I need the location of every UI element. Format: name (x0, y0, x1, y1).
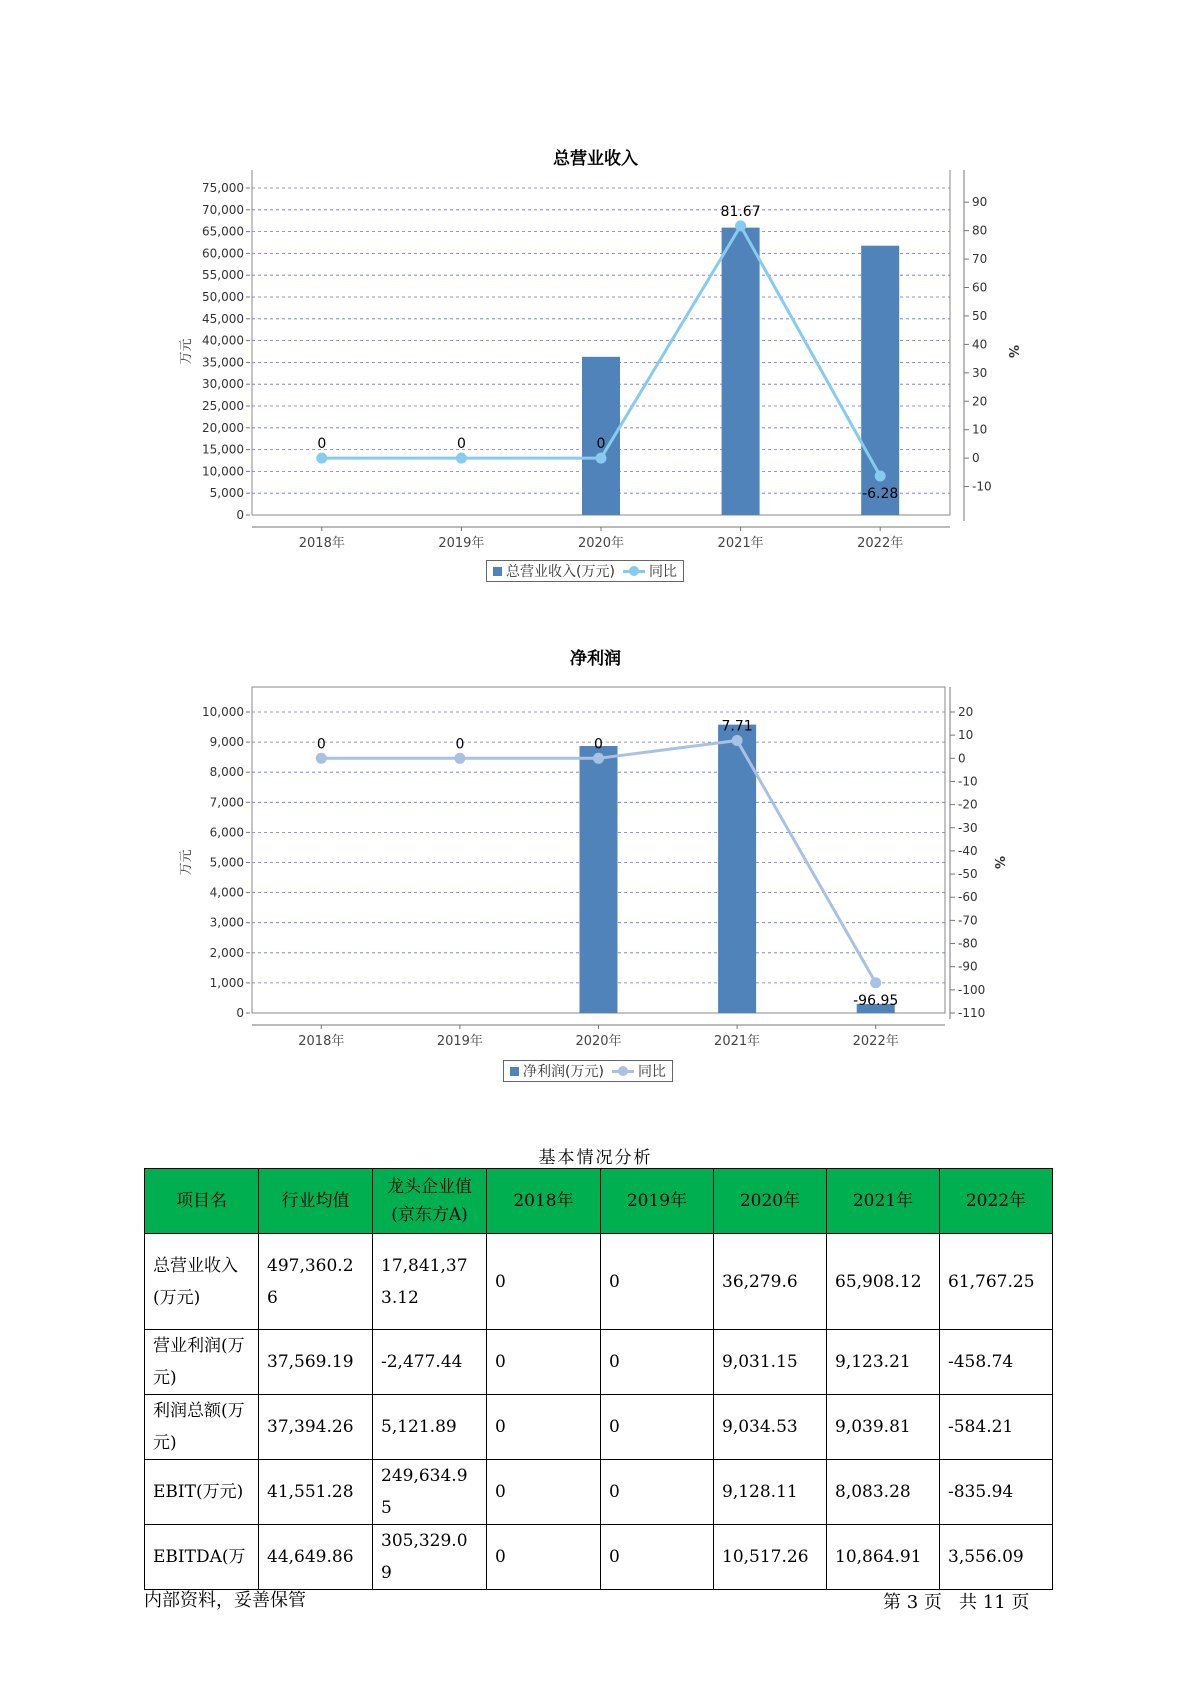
footer-page-number: 第 3 页 共 11 页 (883, 1592, 1030, 1613)
bar (722, 228, 760, 515)
table-cell: 0 (601, 1460, 714, 1525)
line-point (596, 453, 607, 464)
legend-line-label: 同比 (648, 564, 677, 580)
table-cell: 0 (487, 1460, 601, 1525)
header-cell: 项目名 (145, 1169, 259, 1234)
left-tick-label: 0 (236, 508, 244, 522)
table-cell: 0 (487, 1525, 601, 1590)
right-tick-label: 30 (972, 365, 988, 380)
table-row (145, 1525, 1053, 1590)
left-tick-label: 75,000 (202, 181, 244, 195)
line-point (316, 453, 327, 464)
right-tick-label: -60 (958, 890, 978, 905)
header-cell: 2020年 (714, 1169, 827, 1234)
right-tick-label: 70 (972, 252, 988, 267)
basic-analysis-table (144, 1168, 1053, 1590)
left-tick-label: 8,000 (209, 765, 244, 780)
table-cell: 0 (601, 1395, 714, 1460)
right-tick-label: 50 (972, 308, 988, 323)
x-tick-label: 2019年 (438, 536, 485, 550)
left-tick-label: 5,000 (209, 855, 244, 870)
x-tick-label: 2020年 (575, 1034, 622, 1049)
line-point (454, 753, 465, 764)
right-tick-label: 10 (972, 422, 988, 437)
line-swatch-icon (612, 1065, 634, 1077)
table-cell: 10,864.91 (827, 1525, 940, 1590)
left-tick-label: 20,000 (202, 420, 244, 435)
table-cell: 0 (487, 1395, 601, 1460)
table-cell: 249,634.95 (373, 1460, 487, 1525)
header-cell: 行业均值 (259, 1169, 373, 1234)
table-cell: 44,649.86 (259, 1525, 373, 1590)
right-tick-label: 0 (972, 451, 980, 466)
left-tick-label: 9,000 (209, 735, 244, 750)
table-cell: 0 (601, 1234, 714, 1330)
table-row (145, 1395, 1053, 1460)
table-cell: 305,329.09 (373, 1525, 487, 1590)
left-tick-label: 6,000 (209, 825, 244, 840)
x-tick-label: 2019年 (436, 1034, 483, 1049)
data-label: 0 (316, 736, 326, 753)
table-cell: 营业利润(万元) (145, 1330, 259, 1395)
table-cell: 8,083.28 (827, 1460, 940, 1525)
x-tick-label: 2020年 (577, 536, 625, 550)
right-tick-label: -20 (958, 797, 978, 812)
left-tick-label: 10,000 (202, 705, 244, 719)
left-tick-label: 50,000 (202, 290, 244, 304)
table-cell: 总营业收入(万元) (145, 1234, 259, 1330)
table-cell: 36,279.6 (714, 1234, 827, 1330)
revenue-chart (0, 170, 1191, 550)
header-cell: 2021年 (827, 1169, 940, 1234)
chart-title-revenue: 总营业收入 (553, 149, 638, 169)
line-swatch-icon (623, 565, 645, 577)
data-label: 0 (317, 436, 327, 453)
data-label: 0 (456, 436, 466, 453)
table-cell: 9,123.21 (827, 1330, 940, 1395)
left-tick-label: 4,000 (209, 885, 244, 900)
table-cell: 65,908.12 (827, 1234, 940, 1330)
line-point (870, 977, 881, 988)
right-tick-label: -110 (958, 1006, 986, 1020)
left-tick-label: 35,000 (202, 355, 244, 370)
x-tick-label: 2018年 (298, 536, 345, 550)
x-tick-label: 2022年 (857, 536, 904, 550)
right-tick-label: -10 (972, 479, 992, 494)
table-cell: 0 (487, 1330, 601, 1395)
header-cell: 龙头企业值(京东方A) (373, 1169, 487, 1234)
table-cell: 0 (487, 1234, 601, 1330)
right-tick-label: -30 (958, 820, 978, 835)
header-cell: 2018年 (487, 1169, 601, 1234)
x-tick-label: 2021年 (714, 1034, 761, 1049)
left-tick-label: 60,000 (202, 246, 244, 261)
bar (718, 725, 756, 1013)
table-cell: 9,128.11 (714, 1460, 827, 1525)
footer-confidential-note: 内部资料，妥善保管 (144, 1590, 306, 1611)
left-tick-label: 40,000 (202, 333, 244, 348)
right-tick-label: -40 (958, 843, 978, 858)
line-point (875, 470, 886, 481)
data-label: -6.28 (862, 485, 899, 502)
x-tick-label: 2018年 (298, 1034, 345, 1049)
table-cell: 0 (601, 1525, 714, 1590)
data-label: 7.71 (721, 718, 753, 735)
bar-swatch-icon (510, 1067, 519, 1076)
table-cell: EBITDA(万 (145, 1525, 259, 1590)
left-tick-label: 5,000 (209, 486, 244, 501)
table-cell: 10,517.26 (714, 1525, 827, 1590)
right-tick-label: -80 (958, 936, 978, 951)
data-label: 0 (455, 736, 465, 753)
left-tick-label: 30,000 (202, 377, 244, 392)
chart-title-net-profit: 净利润 (570, 649, 621, 669)
line-point (593, 753, 604, 764)
table-cell: 61,767.25 (940, 1234, 1053, 1330)
left-tick-label: 2,000 (209, 945, 244, 960)
header-cell: 2022年 (940, 1169, 1053, 1234)
legend-bar-label: 总营业收入(万元) (506, 564, 615, 580)
left-tick-label: 10,000 (202, 464, 244, 479)
right-tick-label: 40 (972, 337, 988, 352)
table-cell: -2,477.44 (373, 1330, 487, 1395)
left-tick-label: 70,000 (202, 202, 244, 217)
table-cell: 9,031.15 (714, 1330, 827, 1395)
line-point (456, 453, 467, 464)
right-tick-label: -10 (958, 774, 978, 789)
right-tick-label: -90 (958, 959, 978, 974)
line-point (732, 735, 743, 746)
table-cell: 3,556.09 (940, 1525, 1053, 1590)
table-cell: -458.74 (940, 1330, 1053, 1395)
right-tick-label: -100 (958, 982, 986, 997)
revenue-legend (486, 560, 684, 582)
table-cell: 37,394.26 (259, 1395, 373, 1460)
left-tick-label: 65,000 (202, 224, 244, 239)
table-cell: -835.94 (940, 1460, 1053, 1525)
left-tick-label: 1,000 (209, 975, 244, 990)
right-tick-label: 10 (958, 728, 974, 743)
line-point (735, 220, 746, 231)
legend-bar-label: 净利润(万元) (523, 1064, 604, 1080)
x-tick-label: 2022年 (852, 1034, 899, 1049)
table-row (145, 1460, 1053, 1525)
left-tick-label: 55,000 (202, 268, 244, 283)
table-cell: 37,569.19 (259, 1330, 373, 1395)
data-label: 81.67 (720, 203, 761, 220)
line-point (316, 753, 327, 764)
left-axis-title: 万元 (179, 338, 194, 365)
table-title: 基本情况分析 (538, 1148, 653, 1168)
left-tick-label: 25,000 (202, 399, 244, 413)
table-cell: 9,039.81 (827, 1395, 940, 1460)
right-axis-title: % (991, 855, 1006, 870)
net-profit-legend (503, 1060, 673, 1082)
table-cell: EBIT(万元) (145, 1460, 259, 1525)
table-row (145, 1330, 1053, 1395)
net-profit-chart (0, 670, 1191, 1050)
table-row (145, 1234, 1053, 1330)
right-tick-label: 0 (958, 751, 966, 766)
right-tick-label: 90 (972, 195, 988, 210)
table-cell: 利润总额(万元) (145, 1395, 259, 1460)
right-axis-title: % (1005, 344, 1020, 359)
right-tick-label: 80 (972, 223, 988, 238)
left-tick-label: 45,000 (202, 311, 244, 326)
data-label: -96.95 (853, 992, 899, 1009)
left-tick-label: 7,000 (209, 795, 244, 810)
bar-swatch-icon (493, 567, 502, 576)
left-tick-label: 15,000 (202, 442, 244, 457)
table-cell: 41,551.28 (259, 1460, 373, 1525)
data-label: 0 (596, 436, 606, 453)
left-tick-label: 0 (236, 1006, 244, 1020)
right-tick-label: 20 (958, 705, 974, 719)
table-cell: 0 (601, 1330, 714, 1395)
left-axis-title: 万元 (179, 849, 194, 876)
table-cell: -584.21 (940, 1395, 1053, 1460)
table-cell: 497,360.26 (259, 1234, 373, 1330)
table-cell: 9,034.53 (714, 1395, 827, 1460)
legend-line-label: 同比 (637, 1064, 666, 1080)
x-tick-label: 2021年 (717, 536, 764, 550)
bar (580, 746, 618, 1013)
right-tick-label: 20 (972, 394, 988, 409)
left-tick-label: 3,000 (209, 915, 244, 930)
right-tick-label: -50 (958, 867, 978, 882)
data-label: 0 (594, 736, 603, 753)
right-tick-label: 60 (972, 280, 988, 295)
header-cell: 2019年 (601, 1169, 714, 1234)
table-cell: 17,841,373.12 (373, 1234, 487, 1330)
table-cell: 5,121.89 (373, 1395, 487, 1460)
table-header-row (145, 1169, 1053, 1234)
right-tick-label: -70 (958, 913, 978, 928)
